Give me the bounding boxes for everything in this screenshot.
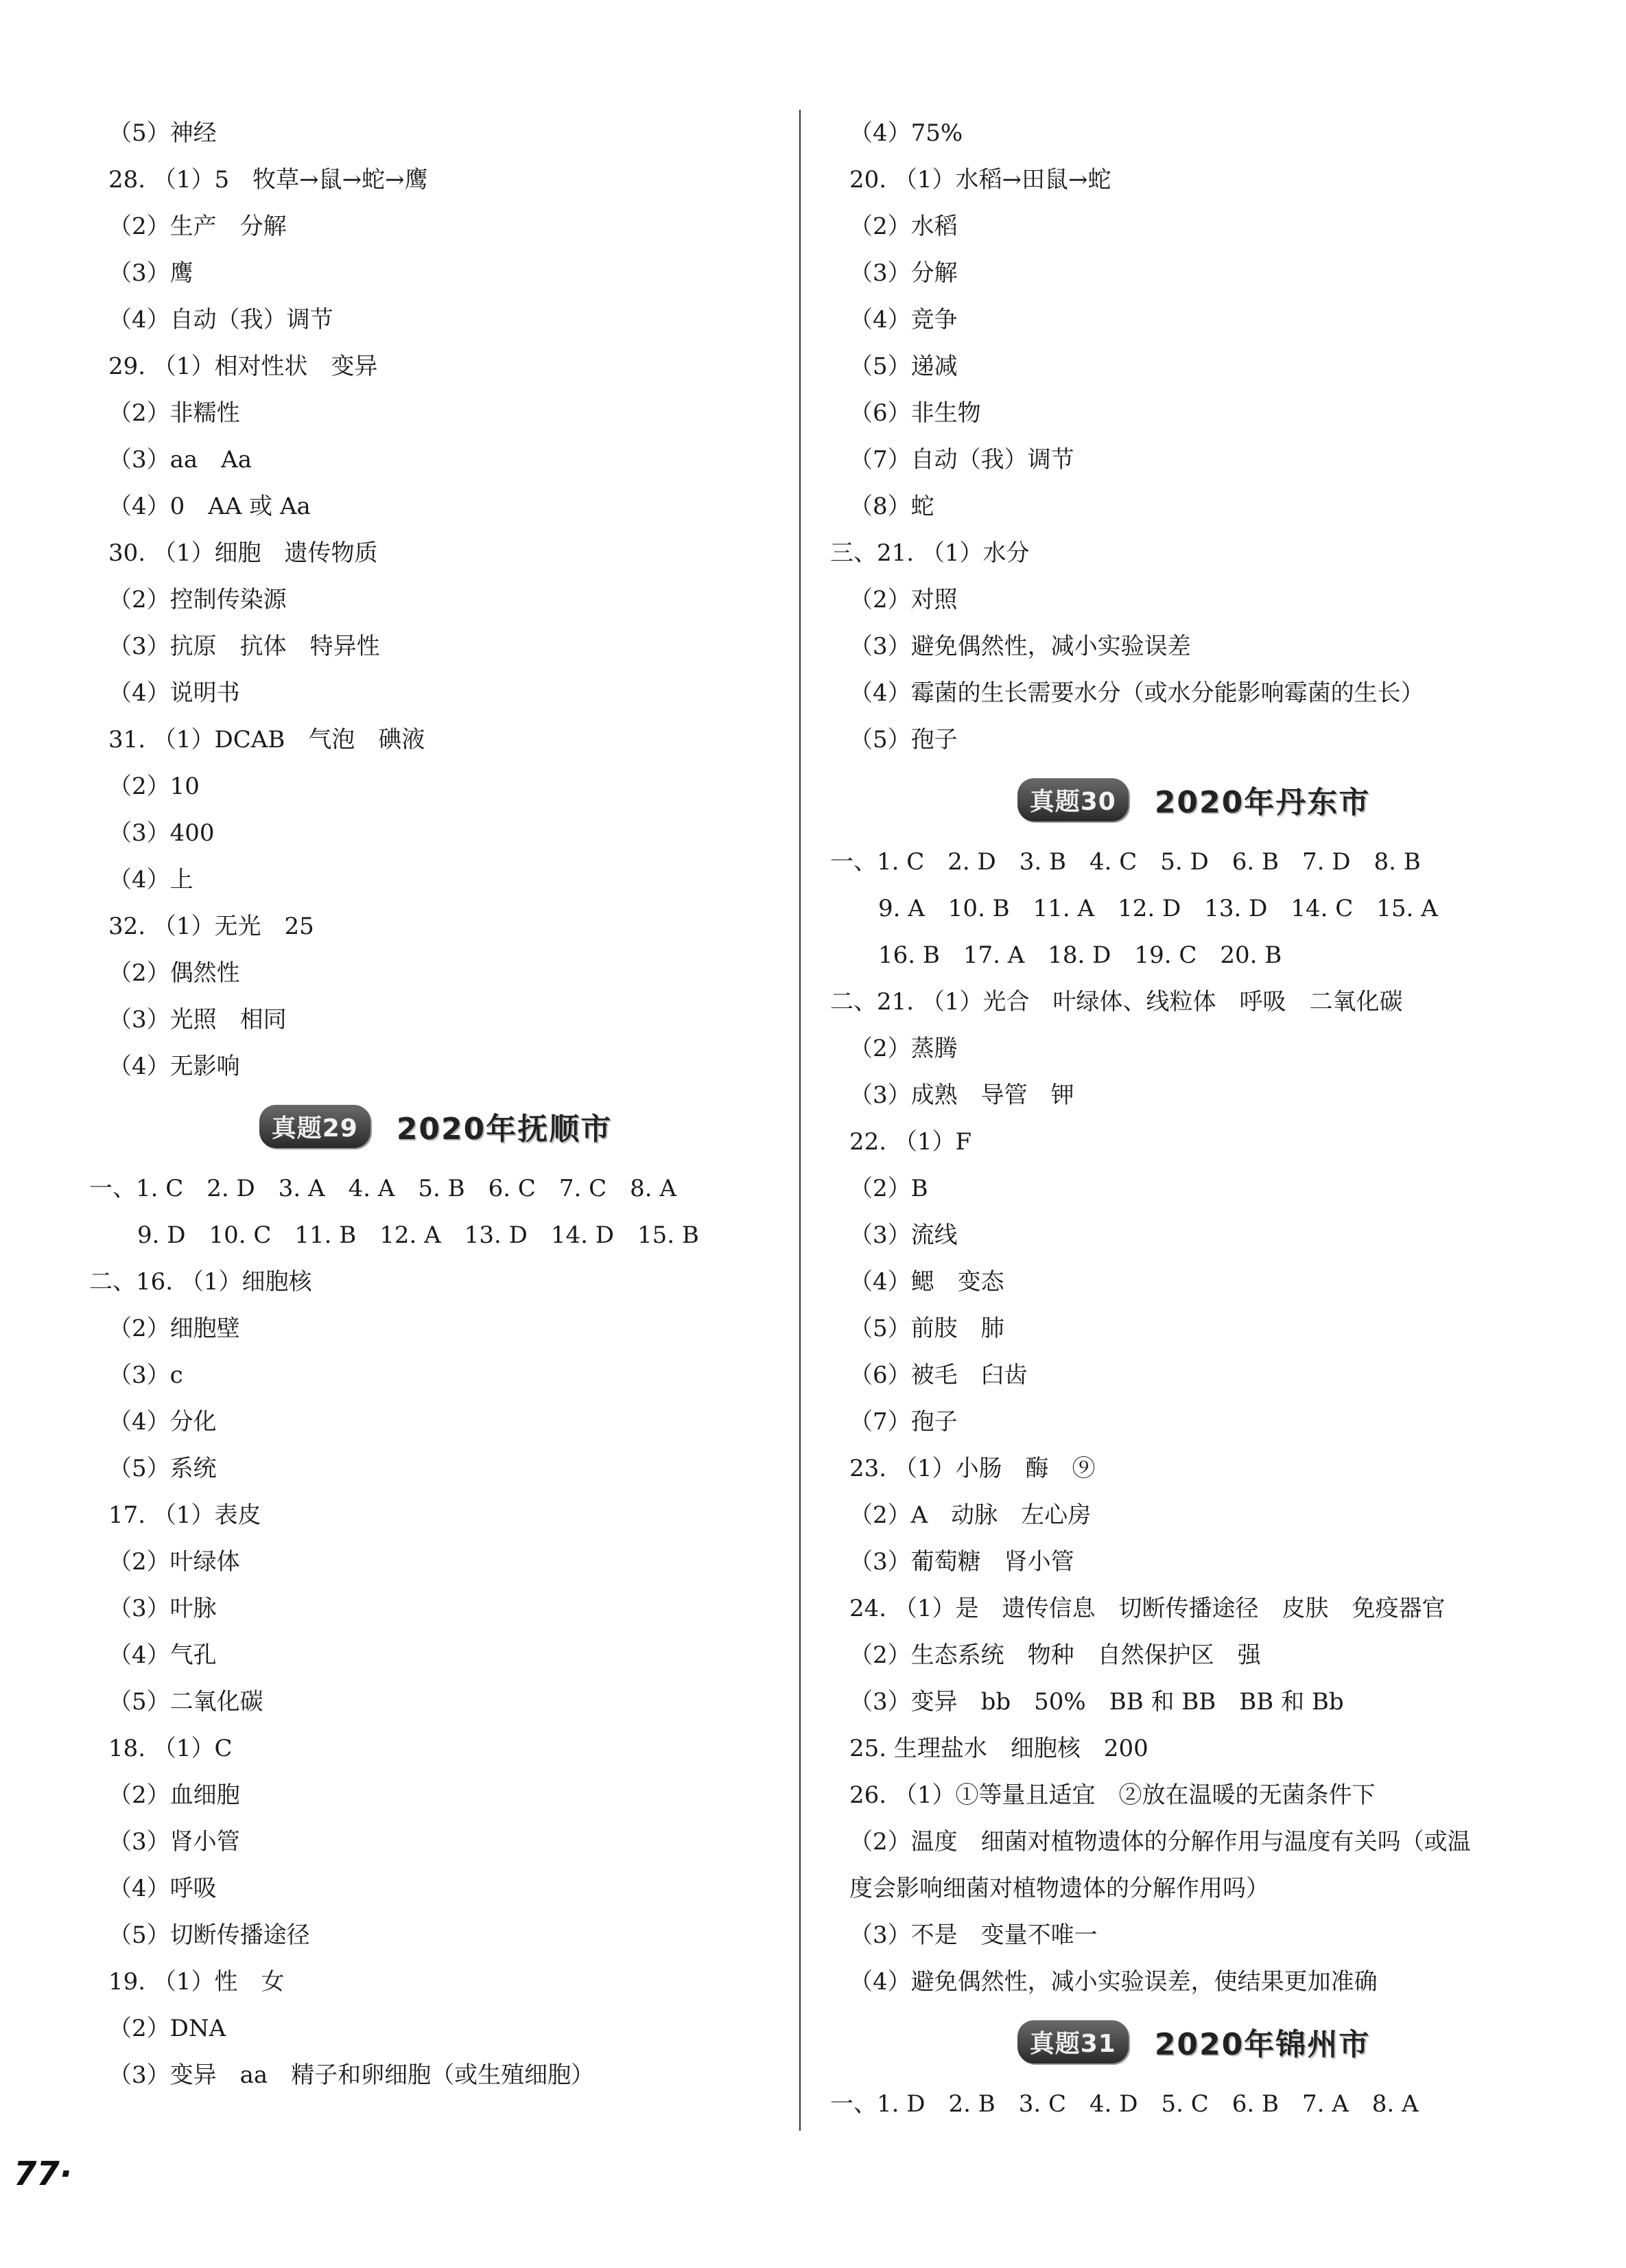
answer-line: （4）气孔: [108, 1641, 217, 1669]
answer-line: （2）生产 分解: [108, 213, 287, 240]
answer-line: （3）流线: [849, 1221, 958, 1249]
answer-line: （3）不是 变量不唯一: [849, 1921, 1098, 1949]
answer-line: （3）变异 aa 精子和卵细胞（或生殖细胞）: [108, 2061, 595, 2089]
section-badge: 真题30: [1017, 778, 1129, 821]
left-answers-part2: [89, 1165, 782, 2099]
answer-line: 三、21. （1）水分: [830, 539, 1030, 567]
answer-line: 18. （1）C: [108, 1735, 233, 1762]
answer-line: （2）水稻: [849, 213, 958, 240]
section-header-29: [89, 1094, 782, 1158]
section-header-30: [830, 767, 1557, 832]
answer-line: （2）血细胞: [108, 1781, 240, 1809]
answer-line: （3）aa Aa: [108, 446, 252, 474]
answer-line: 31. （1）DCAB 气泡 碘液: [108, 726, 425, 753]
answer-line: （5）切断传播途径: [108, 1921, 310, 1949]
answer-line: （2）偶然性: [108, 959, 240, 987]
right-answers-part3: [830, 2081, 1557, 2127]
answer-line: （4）霉菌的生长需要水分（或水分能影响霉菌的生长）: [849, 679, 1424, 707]
answer-line: （4）上: [108, 866, 193, 893]
answer-line: 24. （1）是 遗传信息 切断传播途径 皮肤 免疫器官: [849, 1595, 1446, 1622]
answer-line: 20. （1）水稻→田鼠→蛇: [849, 166, 1111, 194]
answer-line: 16. B 17. A 18. D 19. C 20. B: [878, 942, 1282, 969]
answer-line: （4）竞争: [849, 306, 958, 334]
answer-line: （3）避免偶然性，减小实验误差: [849, 633, 1191, 660]
answer-line: （3）光照 相同: [108, 1006, 287, 1033]
answer-line: （3）叶脉: [108, 1595, 217, 1622]
answer-line: （2）10: [108, 773, 200, 800]
answer-line: （3）成熟 导管 钾: [849, 1082, 1074, 1109]
answer-line: 9. D 10. C 11. B 12. A 13. D 14. D 15. B: [137, 1221, 699, 1249]
answer-line: （3）肾小管: [108, 1828, 240, 1856]
answer-line: （4）说明书: [108, 679, 240, 707]
right-answers-part1: [830, 110, 1557, 763]
answer-line: （8）蛇: [849, 493, 934, 520]
answer-line: （5）递减: [849, 353, 958, 380]
answer-line: （5）系统: [108, 1455, 217, 1482]
answer-line: （2）非糯性: [108, 399, 240, 427]
answer-line: 25. 生理盐水 细胞核 200: [849, 1735, 1148, 1762]
answer-line: （4）避免偶然性，减小实验误差，使结果更加准确: [849, 1968, 1378, 1996]
column-divider: [799, 110, 801, 2131]
section-title: 2020年锦州市: [1154, 2027, 1371, 2062]
right-column: [830, 110, 1557, 2127]
answer-line: （3）抗原 抗体 特异性: [108, 633, 380, 660]
answer-line: （4）0 AA 或 Aa: [108, 493, 311, 520]
answer-line: 一、1. D 2. B 3. C 4. D 5. C 6. B 7. A 8. A: [830, 2090, 1419, 2118]
answer-line: 19. （1）性 女: [108, 1968, 285, 1996]
answer-line: （2）A 动脉 左心房: [849, 1501, 1092, 1529]
section-title: 2020年丹东市: [1154, 785, 1371, 820]
answer-line: （7）孢子: [849, 1408, 958, 1436]
answer-line: （7）自动（我）调节: [849, 446, 1074, 474]
answer-line: 29. （1）相对性状 变异: [108, 353, 378, 380]
section-badge: 真题31: [1017, 2020, 1129, 2064]
answer-line: （2）B: [849, 1175, 928, 1202]
answer-line: （5）前肢 肺: [849, 1315, 1004, 1342]
answer-line: （2）对照: [849, 586, 958, 613]
answer-line: （2）叶绿体: [108, 1548, 240, 1576]
answer-line: （2）DNA: [108, 2015, 226, 2042]
answer-line: （4）鳃 变态: [849, 1268, 1004, 1296]
answer-line: （6）被毛 臼齿: [849, 1361, 1028, 1389]
answer-line: 28. （1）5 牧草→鼠→蛇→鹰: [108, 166, 428, 194]
answer-line: （3）400: [108, 819, 215, 847]
answer-line: （2）温度 细菌对植物遗体的分解作用与温度有关吗（或温: [849, 1828, 1471, 1856]
answer-line: 26. （1）①等量且适宜 ②放在温暖的无菌条件下: [849, 1781, 1376, 1809]
answer-line: 17. （1）表皮: [108, 1501, 261, 1529]
answer-line: （3）葡萄糖 肾小管: [849, 1548, 1074, 1576]
answer-line: （4）自动（我）调节: [108, 306, 333, 334]
left-column: [89, 110, 782, 2099]
answer-line: 二、16. （1）细胞核: [89, 1268, 312, 1296]
answer-line: 32. （1）无光 25: [108, 913, 314, 940]
left-answers-part1: [89, 110, 782, 1090]
answer-line: （2）生态系统 物种 自然保护区 强: [849, 1641, 1261, 1669]
answer-line: （6）非生物: [849, 399, 981, 427]
answer-line: 30. （1）细胞 遗传物质: [108, 539, 378, 567]
answer-line: （3）鹰: [108, 259, 193, 287]
page-number: 77·: [14, 2155, 73, 2193]
answer-line: （5）二氧化碳: [108, 1688, 263, 1716]
answer-line: （3）c: [108, 1361, 183, 1389]
answer-line: （4）呼吸: [108, 1875, 217, 1902]
answer-line: （5）孢子: [849, 726, 958, 753]
section-badge: 真题29: [259, 1105, 370, 1148]
answer-line: （3）变异 bb 50% BB 和 BB BB 和 Bb: [849, 1688, 1344, 1716]
answer-line: （4）无影响: [108, 1053, 240, 1080]
answer-line: 9. A 10. B 11. A 12. D 13. D 14. C 15. A: [878, 895, 1438, 922]
section-title: 2020年抚顺市: [396, 1112, 613, 1147]
answer-line: （2）蒸腾: [849, 1035, 958, 1062]
answer-line: （4）75%: [849, 119, 963, 147]
answer-line: （2）细胞壁: [108, 1315, 240, 1342]
answer-line: 一、1. C 2. D 3. B 4. C 5. D 6. B 7. D 8. B: [830, 848, 1421, 876]
section-header-31: [830, 2009, 1557, 2074]
answer-line: （5）神经: [108, 119, 217, 147]
answer-line: （3）分解: [849, 259, 958, 287]
right-answers-part2: [830, 839, 1557, 2005]
answer-line: （4）分化: [108, 1408, 217, 1436]
answer-line: 一、1. C 2. D 3. A 4. A 5. B 6. C 7. C 8. A: [89, 1175, 676, 1202]
answer-line: （2）控制传染源: [108, 586, 287, 613]
answer-line: 二、21. （1）光合 叶绿体、线粒体 呼吸 二氧化碳: [830, 988, 1403, 1016]
answer-line: 23. （1）小肠 酶 ⑨: [849, 1455, 1096, 1482]
answer-line: 22. （1）F: [849, 1128, 972, 1156]
answer-line: 度会影响细菌对植物遗体的分解作用吗）: [849, 1875, 1269, 1902]
